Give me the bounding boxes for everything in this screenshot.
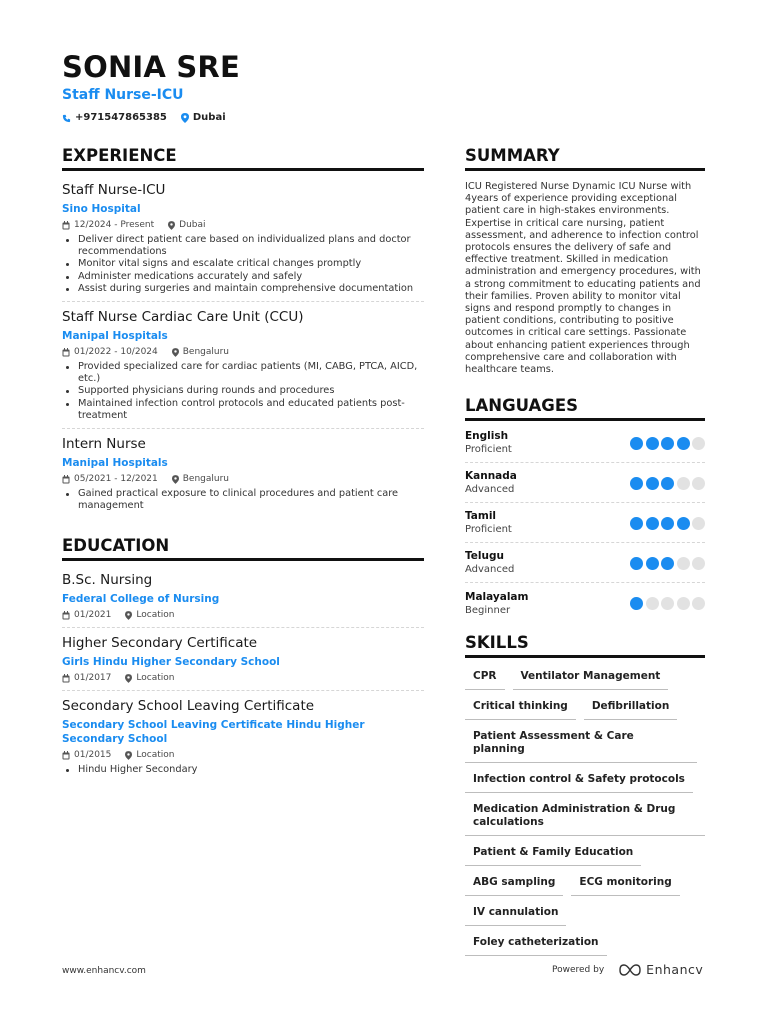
location-text: Bengaluru [182, 474, 230, 485]
calendar-icon [62, 611, 70, 620]
entry-meta [62, 672, 424, 684]
footer-website[interactable]: www.enhancv.com [62, 966, 146, 976]
bullet-item: Maintained infection control protocols and educated patients post-treatment [62, 398, 424, 422]
rating-dot [630, 437, 643, 450]
calendar-icon [62, 475, 70, 484]
location-pin-icon [125, 674, 132, 683]
entry-dates [62, 219, 154, 231]
location-pin-icon [168, 221, 175, 230]
dates-text: 05/2021 - 12/2021 [74, 474, 158, 485]
entry-meta [62, 346, 424, 358]
rating-dot [692, 557, 705, 570]
language-level: Advanced [465, 564, 515, 576]
entry-title: Staff Nurse Cardiac Care Unit (CCU) [62, 309, 304, 326]
languages-list [465, 423, 705, 623]
rating-dot [630, 477, 643, 490]
language-level: Proficient [465, 444, 512, 456]
rating-dot [630, 557, 643, 570]
entry-bullets [62, 361, 424, 422]
rating-dot [630, 597, 643, 610]
language-name: Kannada [465, 470, 517, 483]
rating-dot [646, 517, 659, 530]
entry-location [125, 672, 174, 684]
dates-text: 12/2024 - Present [74, 220, 155, 230]
rating-dot [661, 437, 674, 450]
skill-tag: Patient & Family Education [465, 840, 641, 866]
skill-tag: Ventilator Management [513, 664, 669, 690]
language-rating [628, 597, 706, 610]
candidate-role: Staff Nurse-ICU [62, 87, 184, 103]
entry-dates [62, 672, 111, 684]
rating-dot [646, 437, 659, 450]
language-rating [628, 477, 706, 490]
phone-contact[interactable] [62, 111, 167, 125]
footer-brand[interactable] [552, 962, 703, 977]
experience-entry [62, 175, 424, 302]
experience-list [62, 175, 424, 518]
entry-meta [62, 219, 424, 231]
language-row [465, 503, 705, 543]
experience-entry [62, 302, 424, 429]
education-entry [62, 691, 424, 782]
entry-organization: Federal College of Nursing [62, 593, 220, 606]
bullet-item: Deliver direct patient care based on individualized plans and doctor recommendations [62, 234, 424, 258]
education-heading: EDUCATION [62, 536, 424, 561]
rating-dot [646, 477, 659, 490]
location-text: Location [136, 750, 175, 761]
entry-location [125, 749, 174, 761]
location-pin-icon [125, 611, 132, 620]
language-row [465, 423, 705, 463]
language-name: English [465, 430, 509, 443]
skill-tag: ABG sampling [465, 870, 563, 896]
dates-text: 01/2022 - 10/2024 [74, 347, 158, 358]
language-level: Beginner [465, 604, 511, 616]
rating-dot [661, 557, 674, 570]
dates-text: 01/2021 [74, 610, 112, 621]
education-list [62, 565, 424, 782]
summary-heading: SUMMARY [465, 146, 705, 171]
experience-entry [62, 429, 424, 518]
skills-heading: SKILLS [465, 633, 705, 658]
entry-dates [62, 346, 158, 358]
skill-tag: Foley catheterization [465, 930, 607, 956]
phone-icon [62, 114, 71, 123]
summary-text: ICU Registered Nurse Dynamic ICU Nurse with 4years of experience providing exceptional patient care in high-stakes environments. Expertise in critical care nursing, patient assessment, and adherence to infection control protocols ensures the delivery of safe and effective treatment. Skilled in medication administration and emergency procedures, with a strong commitment to educating patients and their families. Proven ability to monitor vital signs and respond promptly to changes in patient conditions, contributing to positive outcomes in critical care settings. Passionate about enhancing patient experiences through comprehensive care and collaboration with healthcare teams. [465, 181, 701, 376]
calendar-icon [62, 751, 70, 760]
entry-organization: Sino Hospital [62, 203, 141, 215]
language-info [465, 510, 512, 536]
language-name: Malayalam [465, 590, 529, 603]
skill-tag: Critical thinking [465, 694, 576, 720]
rating-dot [692, 517, 705, 530]
language-row [465, 463, 705, 503]
contact-bar [62, 111, 240, 125]
candidate-name: SONIA SRE [62, 50, 240, 84]
language-rating [628, 557, 706, 570]
entry-organization: Secondary School Leaving Certificate Hindu Higher Secondary School [62, 719, 365, 746]
skill-tag: IV cannulation [465, 900, 566, 926]
bullet-item: Provided specialized care for cardiac patients (MI, CABG, PTCA, AICD, etc.) [62, 361, 424, 385]
bullet-item: Gained practical exposure to clinical procedures and patient care management [62, 488, 424, 512]
location-text: Dubai [192, 112, 226, 123]
language-info [465, 550, 514, 576]
entry-organization: Manipal Hospitals [62, 330, 168, 343]
entry-bullets [62, 488, 424, 512]
rating-dot [677, 477, 690, 490]
location-text: Dubai [179, 220, 206, 230]
calendar-icon [62, 674, 70, 683]
calendar-icon [62, 221, 70, 230]
skill-tag: ECG monitoring [571, 870, 679, 896]
language-info [465, 470, 517, 496]
language-rating [628, 437, 706, 450]
location-text: Location [136, 610, 175, 621]
left-column [62, 146, 424, 783]
rating-dot [661, 477, 674, 490]
rating-dot [646, 557, 659, 570]
rating-dot [677, 557, 690, 570]
entry-title: Higher Secondary Certificate [62, 635, 258, 652]
skill-tag: CPR [465, 664, 505, 690]
entry-dates [62, 609, 111, 621]
powered-by-label: Powered by [552, 964, 605, 975]
bullet-item: Administer medications accurately and safely [62, 271, 424, 283]
skill-tag: Infection control & Safety protocols [465, 767, 693, 793]
entry-dates [62, 749, 111, 761]
entry-meta [62, 749, 424, 761]
entry-title: Secondary School Leaving Certificate [62, 698, 315, 715]
right-column [465, 146, 705, 960]
calendar-icon [62, 348, 70, 357]
rating-dot [646, 597, 659, 610]
rating-dot [692, 477, 705, 490]
entry-bullets [62, 234, 424, 295]
entry-dates [62, 473, 158, 485]
entry-meta [62, 473, 424, 485]
language-row [465, 583, 705, 623]
entry-location [168, 219, 205, 231]
entry-bullets [62, 764, 424, 776]
location-pin-icon [172, 348, 179, 357]
education-entry [62, 565, 424, 628]
language-level: Proficient [465, 524, 512, 536]
language-name: Telugu [465, 550, 504, 563]
enhancv-logo-icon [618, 964, 642, 976]
experience-heading: EXPERIENCE [62, 146, 424, 171]
entry-location [172, 346, 229, 358]
language-name: Tamil [465, 510, 497, 523]
rating-dot [692, 437, 705, 450]
skill-tag: Defibrillation [584, 694, 678, 720]
location-contact [181, 111, 226, 125]
entry-title: B.Sc. Nursing [62, 572, 153, 589]
language-rating [628, 517, 706, 530]
location-pin-icon [125, 751, 132, 760]
location-text: Location [136, 673, 175, 684]
bullet-item: Assist during surgeries and maintain comprehensive documentation [62, 283, 424, 295]
dates-text: 01/2017 [74, 673, 112, 684]
rating-dot [677, 597, 690, 610]
bullet-item: Supported physicians during rounds and procedures [62, 385, 424, 397]
rating-dot [677, 437, 690, 450]
language-level: Advanced [465, 484, 515, 496]
location-pin-icon [181, 113, 189, 123]
skills-list [465, 664, 705, 960]
rating-dot [661, 517, 674, 530]
language-row [465, 543, 705, 583]
rating-dot [630, 517, 643, 530]
dates-text: 01/2015 [74, 750, 112, 761]
rating-dot [677, 517, 690, 530]
entry-location [125, 609, 174, 621]
bullet-item: Hindu Higher Secondary [62, 764, 424, 776]
languages-heading: LANGUAGES [465, 396, 705, 421]
skill-tag: Patient Assessment & Care planning [465, 724, 697, 763]
phone-number: +971547865385 [75, 112, 167, 123]
education-entry [62, 628, 424, 691]
entry-meta [62, 609, 424, 621]
skill-tag: Medication Administration & Drug calculations [465, 797, 705, 836]
location-text: Bengaluru [182, 347, 230, 358]
entry-organization: Girls Hindu Higher Secondary School [62, 656, 280, 669]
entry-title: Intern Nurse [62, 436, 146, 453]
brand-name: Enhancv [646, 962, 704, 977]
language-info [465, 591, 528, 617]
bullet-item: Monitor vital signs and escalate critical changes promptly [62, 258, 424, 270]
location-pin-icon [172, 475, 179, 484]
entry-organization: Manipal Hospitals [62, 457, 168, 470]
rating-dot [661, 597, 674, 610]
entry-location [172, 473, 229, 485]
language-info [465, 430, 512, 456]
entry-title: Staff Nurse-ICU [62, 182, 166, 198]
rating-dot [692, 597, 705, 610]
